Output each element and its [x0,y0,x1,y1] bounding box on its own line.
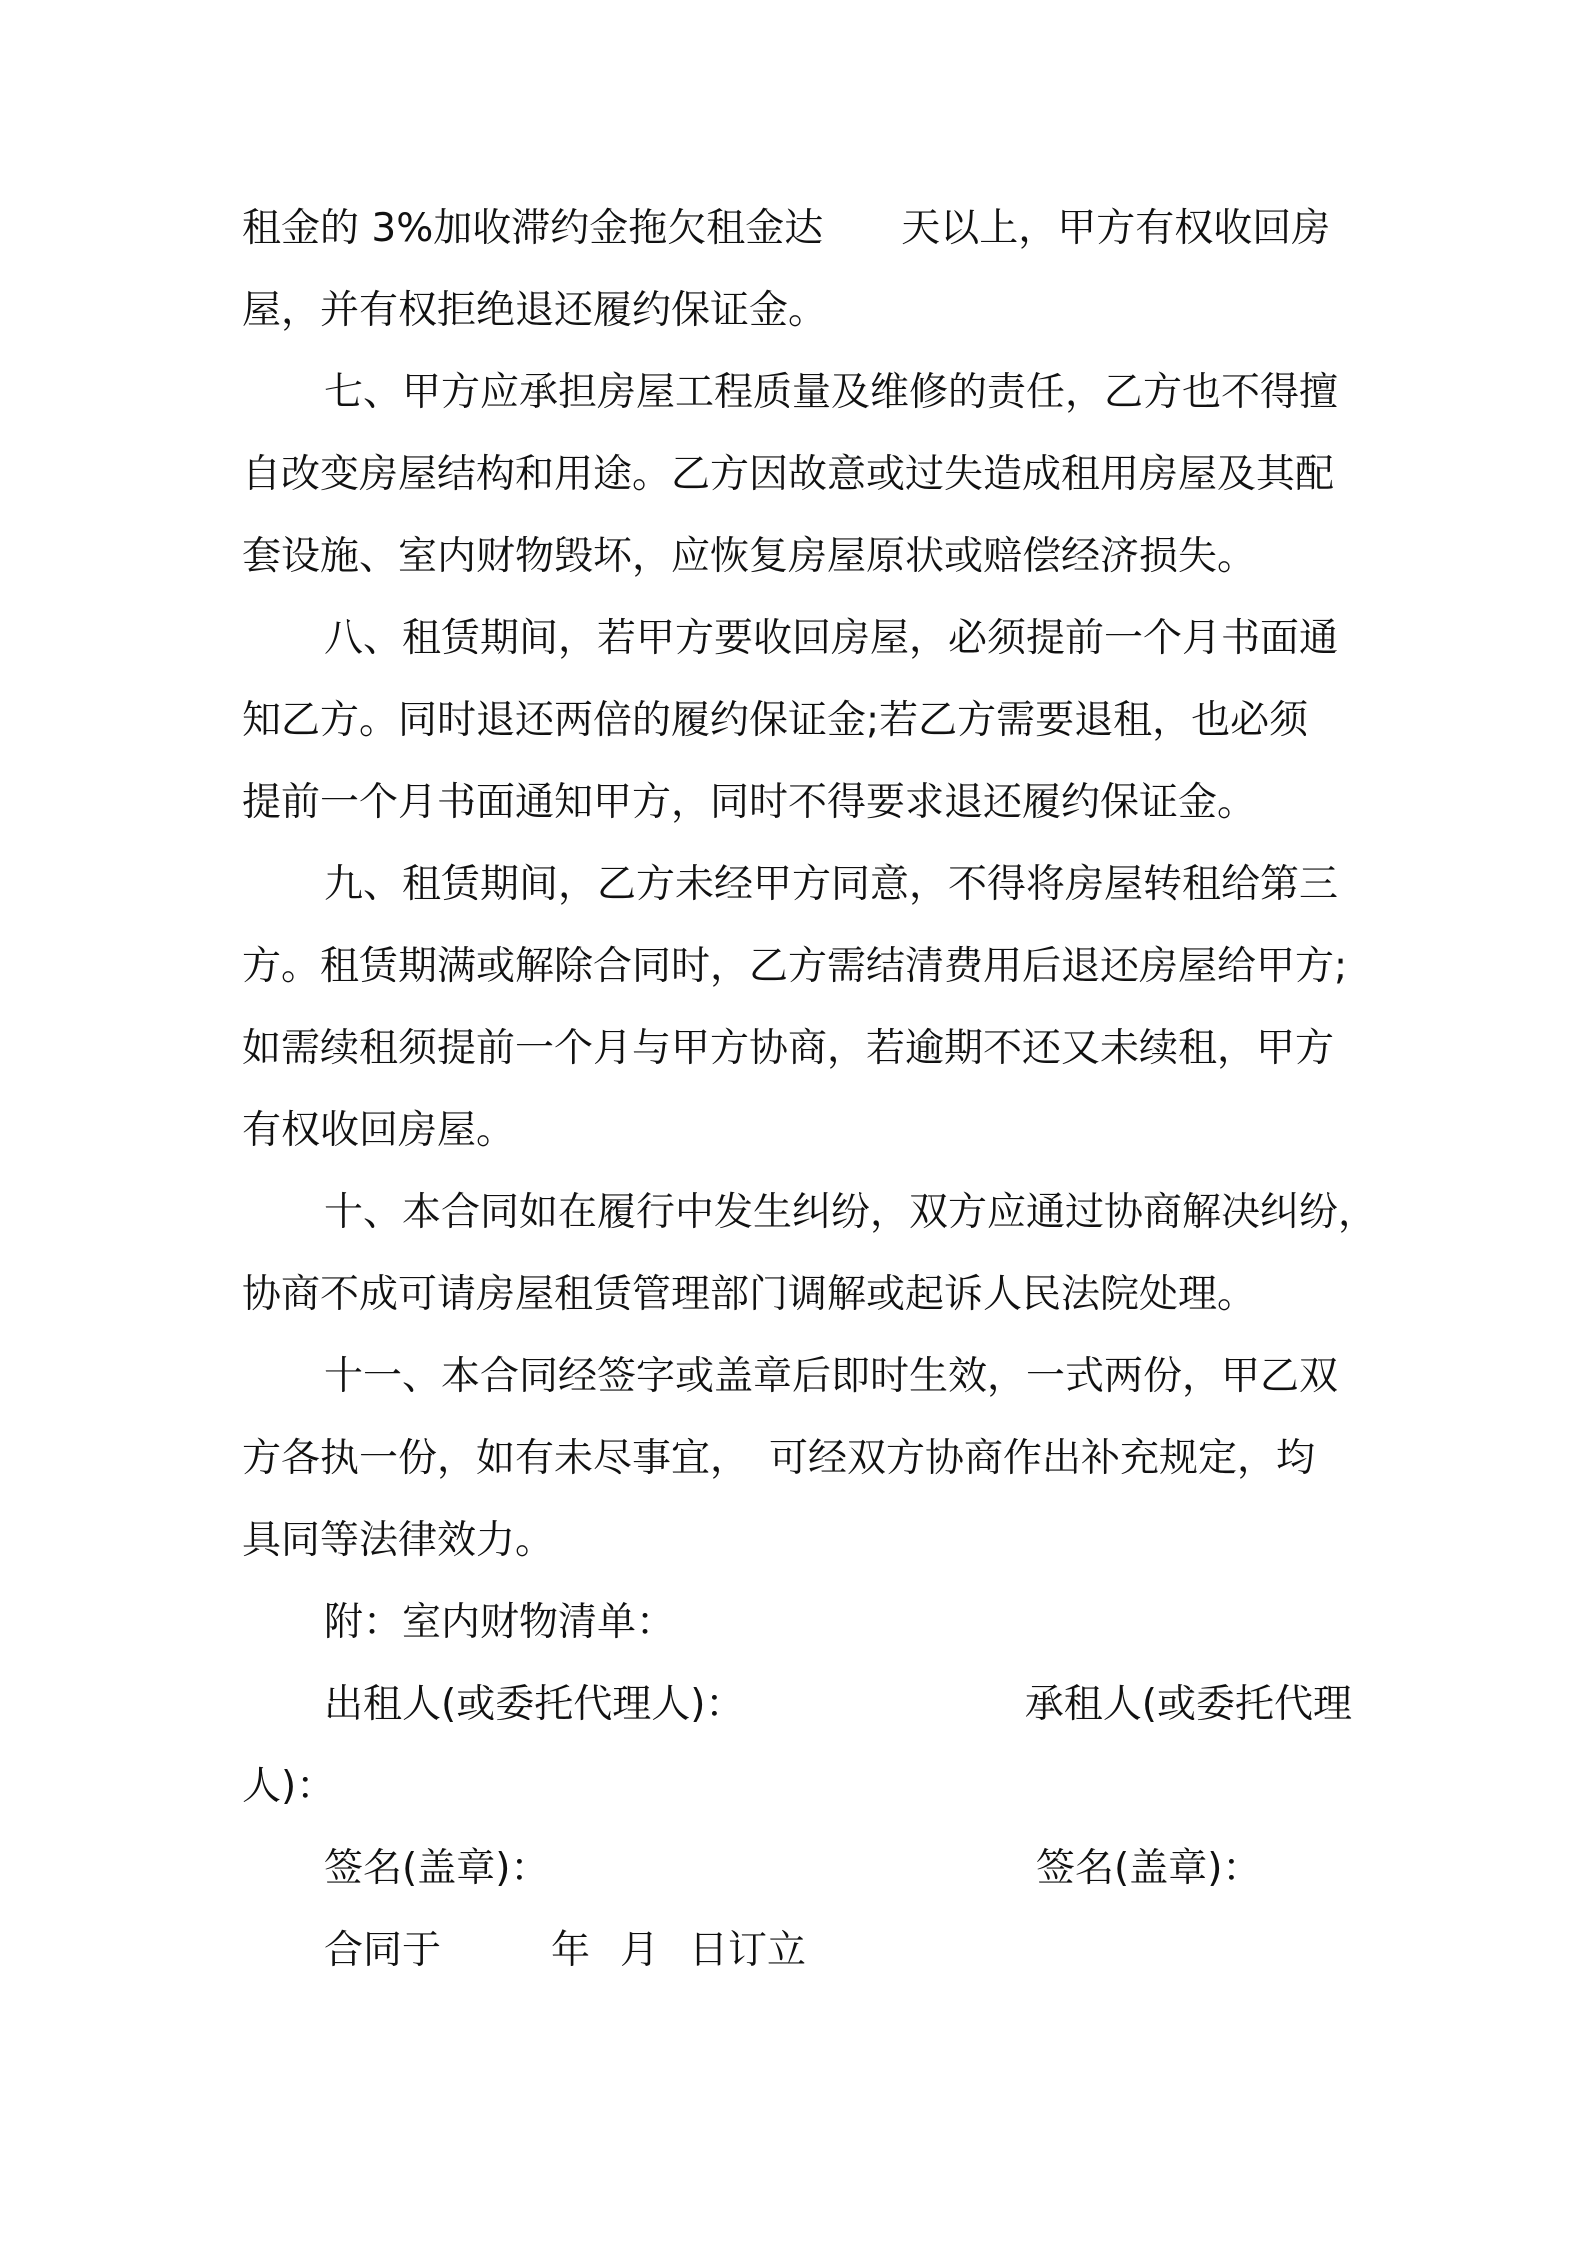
date-year: 年 [551,1928,591,1973]
text-segment: 租金的 3%加收滞约金拖欠租金达 [242,206,824,251]
text-segment: 协商不成可请房屋租赁管理部门调解或起诉人民法院处理。 [242,1272,1257,1317]
text-segment: 屋，并有权拒绝退还履约保证金。 [242,288,828,333]
text-segment: 知乙方。同时退还两倍的履约保证金;若乙方需要退租，也必须 [242,698,1309,743]
text-segment: 如需续租须提前一个月与甲方协商，若逾期不还又未续租，甲方 [242,1026,1335,1071]
text-segment: 套设施、室内财物毁坏，应恢复房屋原状或赔偿经济损失。 [242,534,1257,579]
paragraph-7-line [242,364,1352,446]
text-line [242,1102,1352,1184]
text-segment: 九、租赁期间，乙方未经甲方同意，不得将房屋转租给第三 [324,862,1339,907]
text-segment: 七、甲方应承担房屋工程质量及维修的责任，乙方也不得擅 [324,370,1339,415]
text-segment: 可经双方协商作出补充规定，均 [769,1436,1316,1481]
text-segment: 方。租赁期满或解除合同时，乙方需结清费用后退还房屋给甲方; [242,944,1348,989]
lessee-label-continued: 人)： [242,1764,336,1809]
paragraph-9-line [242,856,1352,938]
text-line [242,774,1352,856]
text-line [242,1430,1352,1512]
document-page [242,200,1378,2004]
lessee-signature-label: 签名(盖章)： [1036,1846,1262,1891]
text-line [242,200,1352,282]
party-labels [242,1676,1352,1758]
lessor-label: 出租人(或委托代理人)： [324,1682,745,1727]
text-segment: 天以上，甲方有权收回房 [901,206,1331,251]
lessor-signature-label: 签名(盖章)： [324,1846,550,1891]
paragraph-8-line [242,610,1352,692]
text-segment: 具同等法律效力。 [242,1518,555,1563]
date-month: 月 [620,1928,660,1973]
text-segment: 八、租赁期间，若甲方要收回房屋，必须提前一个月书面通 [324,616,1339,661]
text-segment: 十一、本合同经签字或盖章后即时生效，一式两份，甲乙双 [324,1354,1339,1399]
date-prefix: 合同于 [324,1928,442,1973]
text-segment: 自改变房屋结构和用途。乙方因故意或过失造成租用房屋及其配 [242,452,1335,497]
text-line [242,528,1352,610]
text-line [242,1020,1352,1102]
text-line [242,1512,1352,1594]
text-segment: 有权收回房屋。 [242,1108,516,1153]
paragraph-11-line [242,1348,1352,1430]
text-segment: 附：室内财物清单： [324,1600,676,1645]
text-segment: 十、本合同如在履行中发生纠纷，双方应通过协商解决纠纷， [324,1190,1378,1235]
text-line [242,282,1352,364]
text-line [242,1266,1352,1348]
date-line [242,1922,1352,2004]
signature-line [242,1840,1352,1922]
paragraph-10-line [242,1184,1378,1266]
text-line [242,446,1352,528]
text-segment: 提前一个月书面通知甲方，同时不得要求退还履约保证金。 [242,780,1257,825]
attachment-line [242,1594,1352,1676]
text-line [242,692,1352,774]
text-segment: 方各执一份，如有未尽事宜， [242,1436,750,1481]
lessee-label: 承租人(或委托代理 [1024,1682,1352,1727]
text-line [242,1758,1352,1840]
text-line [242,938,1352,1020]
date-day: 日订立 [689,1928,807,1973]
